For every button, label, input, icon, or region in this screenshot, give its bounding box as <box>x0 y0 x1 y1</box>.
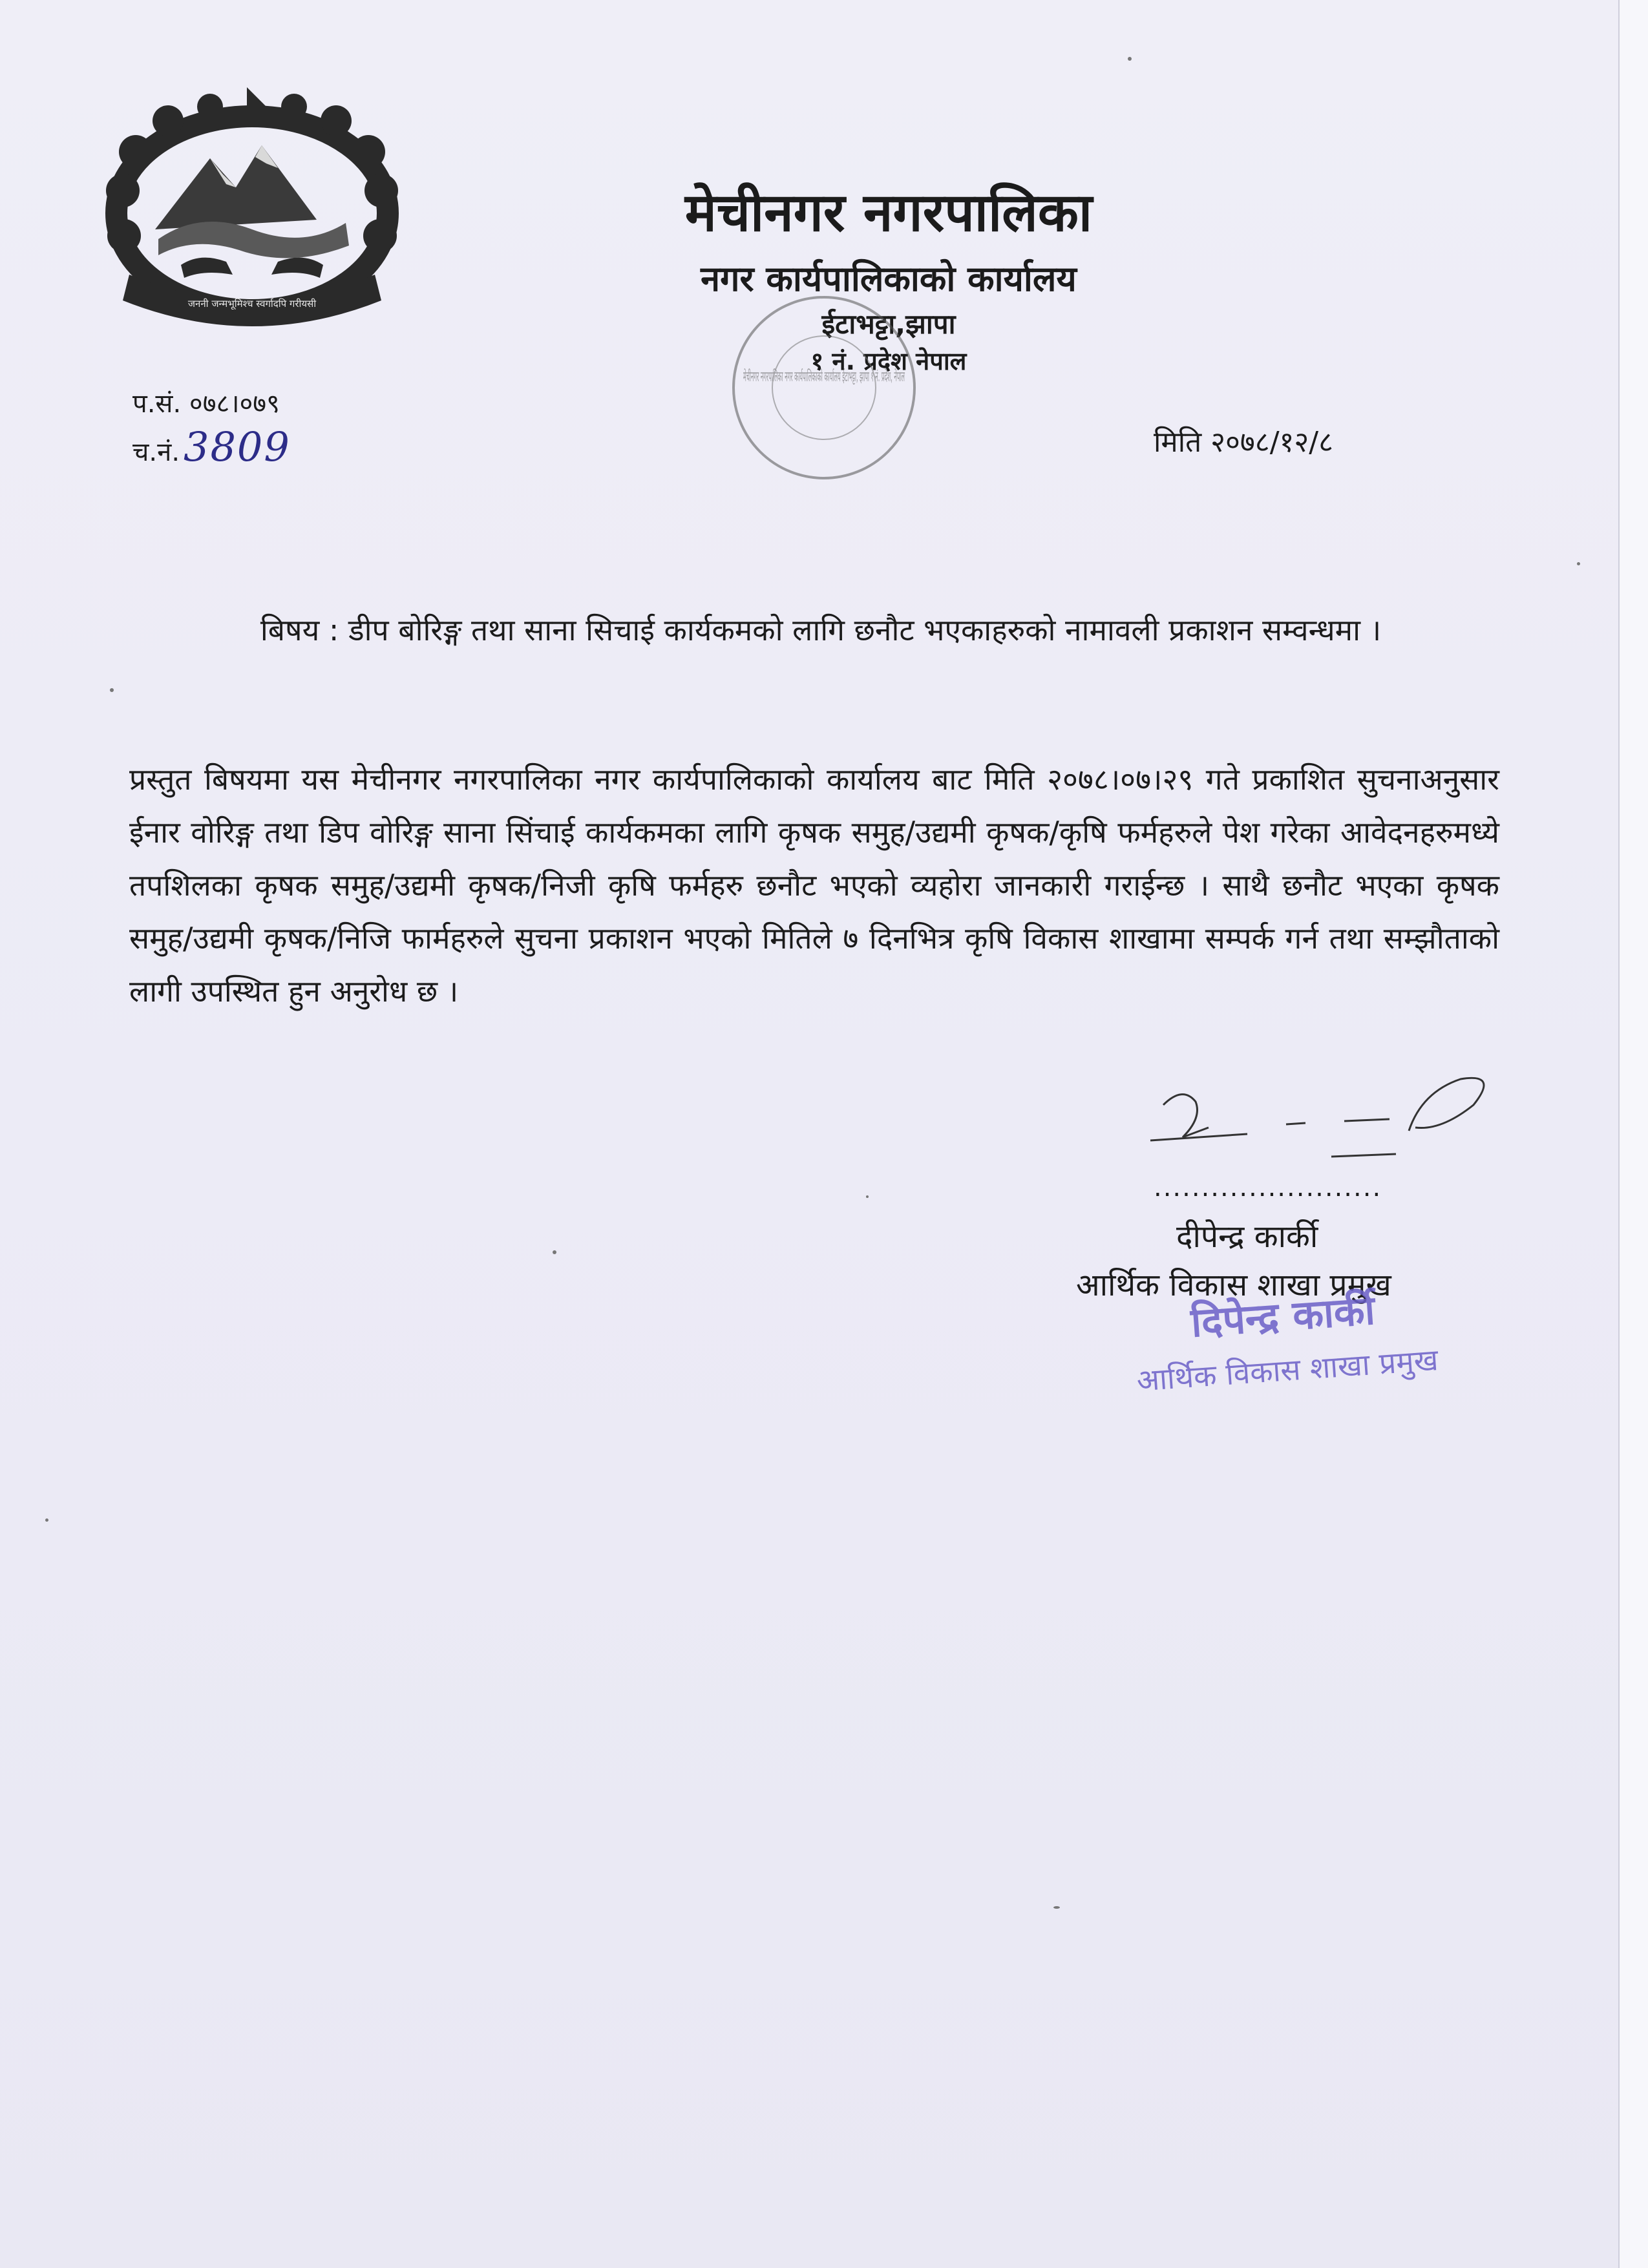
ps-value: ०७८।०७९ <box>189 389 280 419</box>
scan-speck <box>1128 57 1132 61</box>
municipality-name: मेचीनगर नगरपालिका <box>684 182 1093 244</box>
signatory-name: दीपेन्द्र कार्की <box>1176 1219 1318 1255</box>
scan-speck <box>110 688 114 692</box>
letter-subject: बिषय : डीप बोरिङ्ग तथा साना सिचाई कार्यकमको लागि छनौट भएकाहरुको नामावली प्रकाशन सम्वन्धमा । <box>260 613 1382 647</box>
office-name: नगर कार्यपालिकाको कार्यालय <box>701 258 1077 299</box>
signatory-title: आर्थिक विकास शाखा प्रमुख <box>1076 1267 1391 1303</box>
scan-speck <box>553 1250 556 1254</box>
signature-line: ........................ <box>1154 1173 1382 1202</box>
letter-body: प्रस्तुत बिषयमा यस मेचीनगर नगरपालिका नगर कार्यपालिकाको कार्यालय बाट मिति २०७८।०७।२९ गते प्रकाशित सुचनाअनुसार ईनार वोरिङ्ग तथा डिप वोरिङ्ग साना सिंचाई कार्यकमका लागि कृषक समुह/उद्यमी कृषक/कृषि फर्महरुले पेश गरेका आवेदनहरुमध्ये तपशिलका कृषक समुह/उद्यमी कृषक/निजी कृषि फर्महरु छनौट भएको व्यहोरा जानकारी गराईन्छ । साथै छनौट भएका कृषक समुह/उद्यमी कृषक/निजि फार्महरुले सुचना प्रकाशन भएको मितिले ७ दिनभित्र कृषि विकास शाखामा सम्पर्क गर्न तथा सम्झौताको लागी उपस्थित हुन अनुरोध छ । <box>129 762 1499 1009</box>
signature-scribble-icon <box>1137 1066 1525 1182</box>
office-address: ईटाभट्टा,झापा <box>821 308 956 340</box>
office-province: १ नं. प्रदेश नेपाल <box>810 347 967 375</box>
reference-cn <box>132 423 291 470</box>
stamp-title: आर्थिक विकास शाखा प्रमुख <box>1135 1342 1439 1398</box>
stamp-name: दिपेन्द्र कार्की <box>1189 1286 1377 1347</box>
scan-speck <box>45 1518 48 1522</box>
name-stamp <box>1131 1274 1501 1422</box>
scan-speck <box>1053 1906 1060 1909</box>
letter-date: मिति २०७८/१२/८ <box>1154 426 1333 459</box>
reference-ps <box>132 384 280 420</box>
scan-speck <box>866 1195 869 1198</box>
cn-value-handwritten: 3809 <box>184 423 291 470</box>
ps-label: प.सं. <box>132 389 182 419</box>
office-seal-icon <box>717 284 1185 510</box>
office-seal-text: मेचीनगर नगरपालिका नगर कार्यपालिकाको कार्यालय ईटाभट्टा, झापा १ नं. प्रदेश, नेपाल <box>743 369 1185 385</box>
cn-label: च.नं. <box>132 437 180 467</box>
scan-speck <box>1577 562 1580 565</box>
emblem-motto: जननी जन्मभूमिश्च स्वर्गादपि गरीयसी <box>187 298 317 310</box>
